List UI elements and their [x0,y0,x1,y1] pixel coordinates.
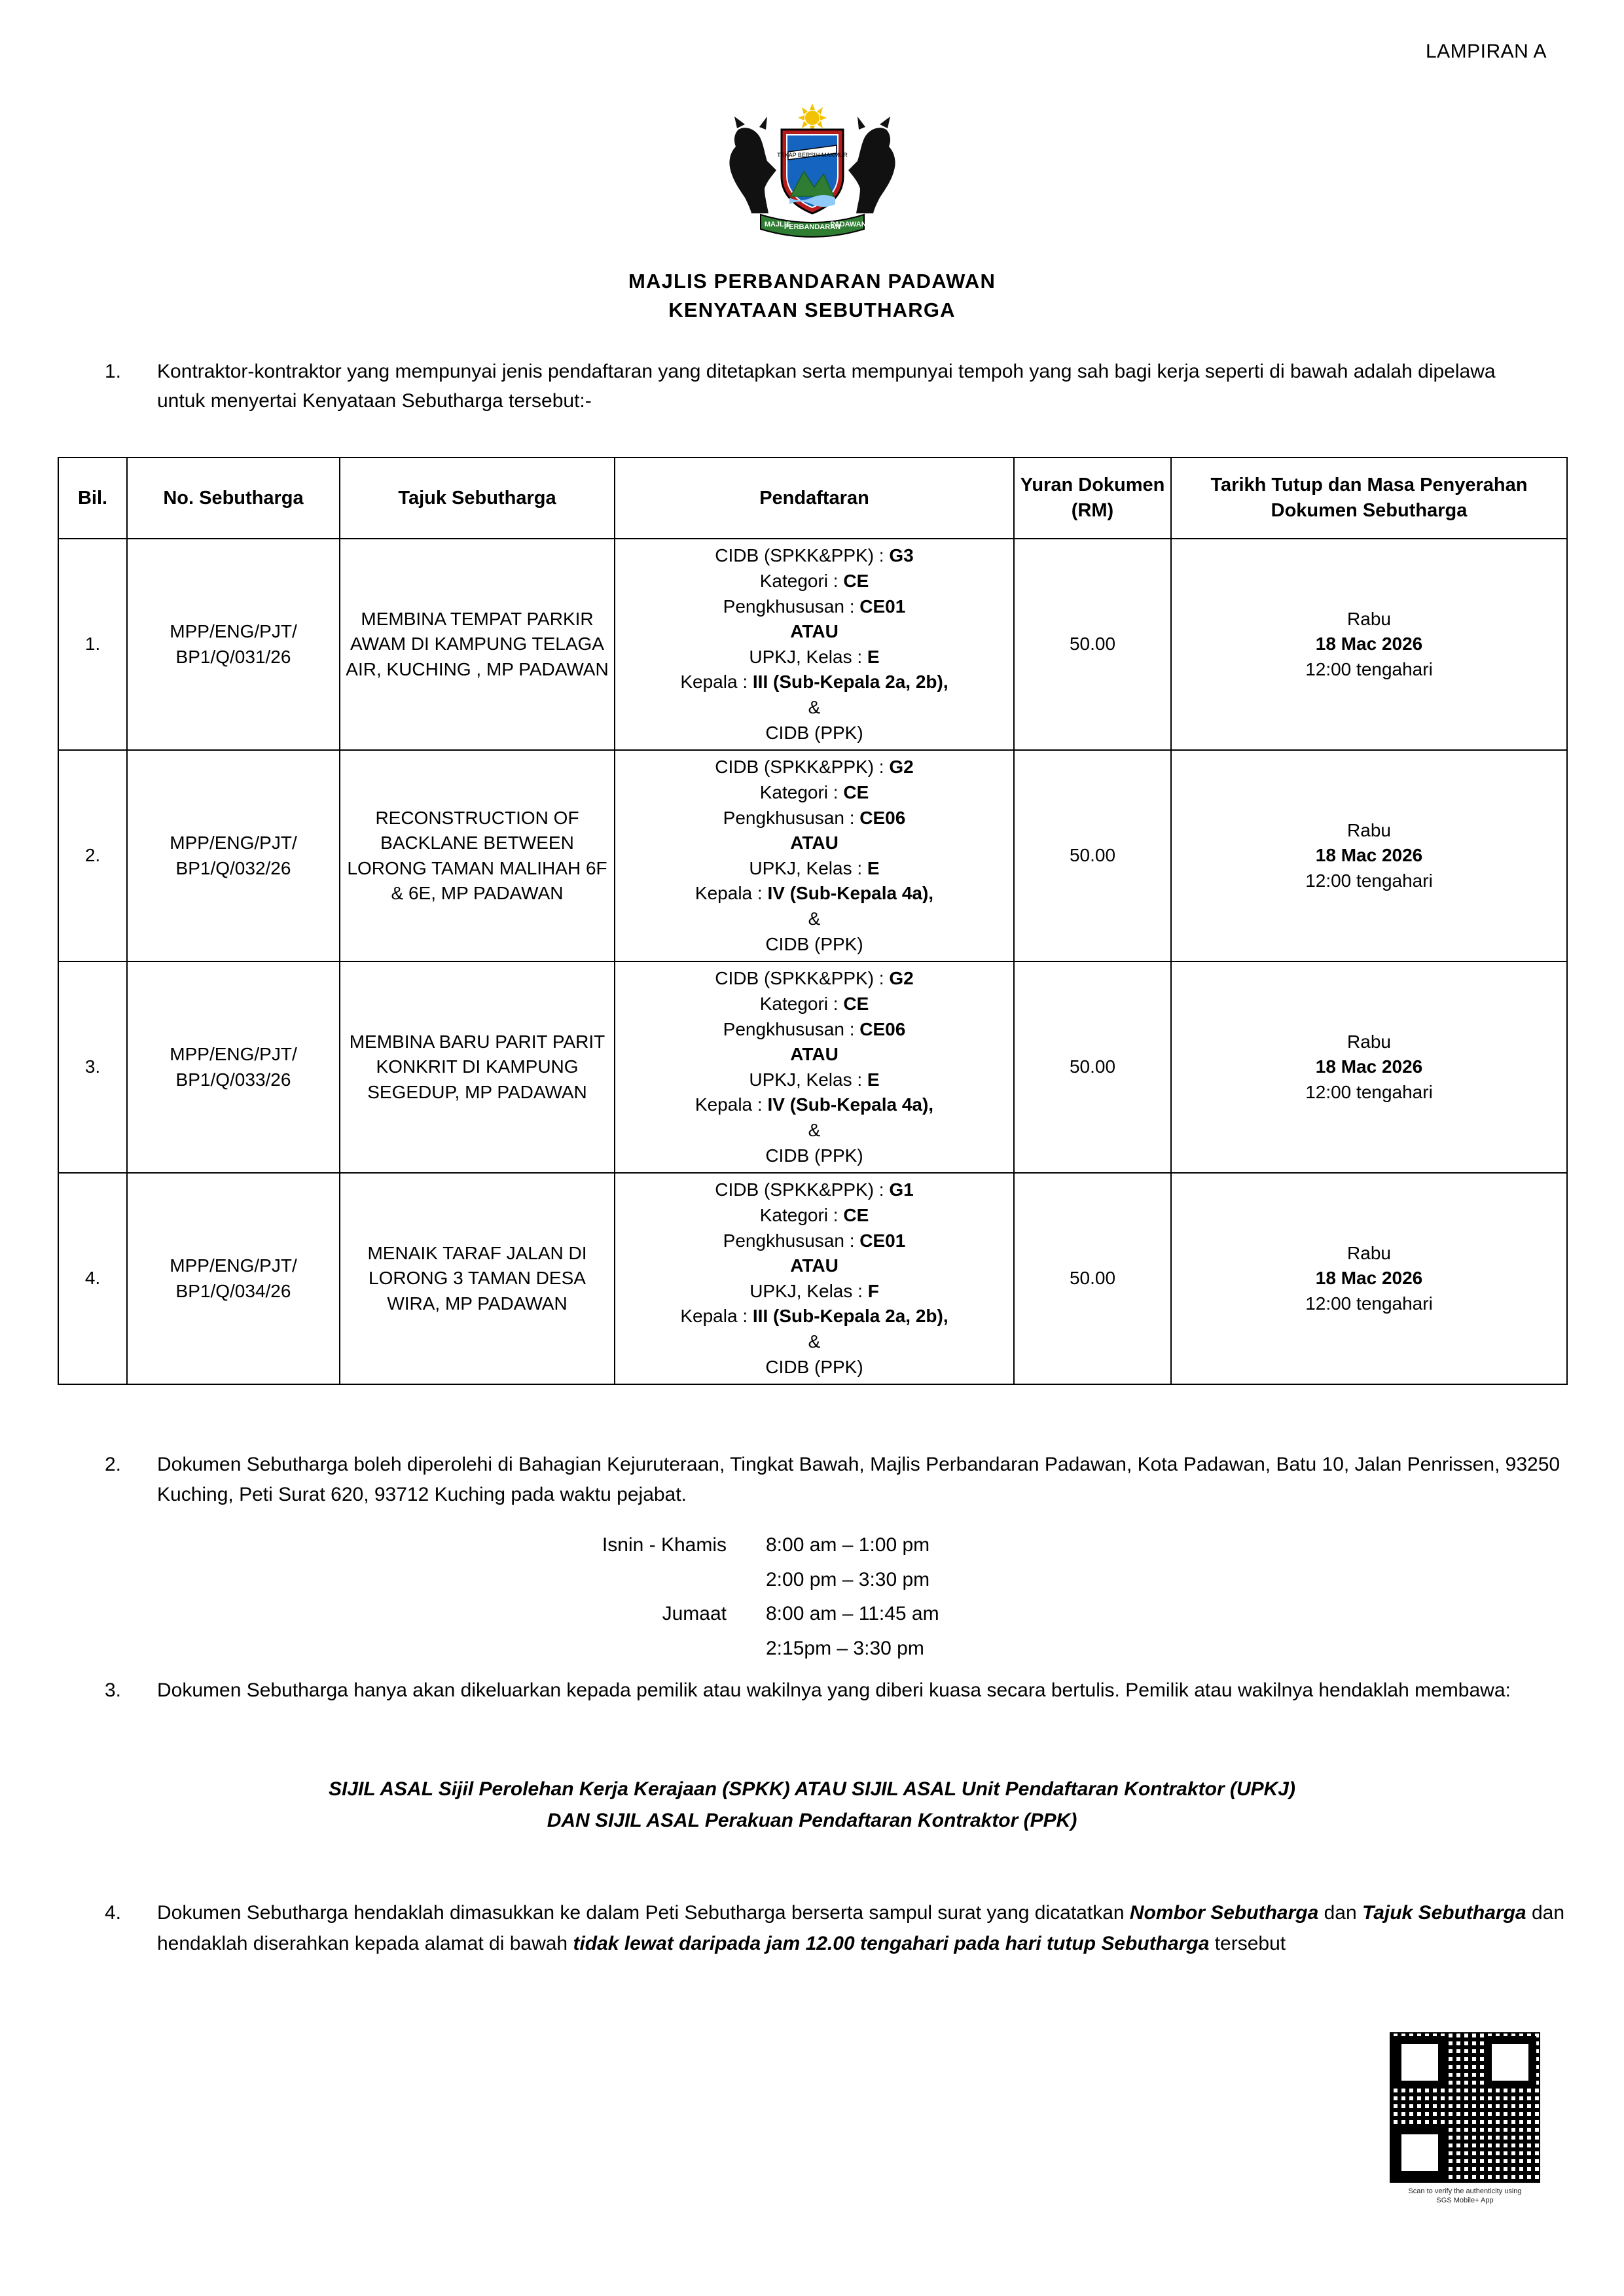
reg-label: CIDB (SPKK&PPK) : [715,1179,890,1200]
section-4 [105,1898,1578,1959]
reg-label: CIDB (SPKK&PPK) : [715,757,890,778]
reg-cidb-ppk: CIDB (PPK) [765,933,863,954]
header-bil: Bil. [58,457,127,539]
tarikh-date: 18 Mac 2026 [1315,845,1423,866]
section-4-emphasis-3: tidak lewat daripada jam 12.00 tengahari pada hari tutup Sebutharga [573,1932,1210,1954]
tarikh-time: 12:00 tengahari [1305,659,1433,680]
certificate-requirements [0,1774,1624,1837]
reg-value: CE01 [859,596,906,617]
cell-yuran: 50.00 [1014,1173,1171,1384]
reg-value: CE [843,993,869,1014]
table-row [58,961,1567,1173]
reg-value: III (Sub-Kepala 2a, 2b), [752,1306,948,1327]
tarikh-date: 18 Mac 2026 [1315,1268,1423,1289]
tarikh-date: 18 Mac 2026 [1315,1056,1423,1077]
section-4-number: 4. [105,1902,122,1924]
reg-value: CE06 [859,1018,906,1039]
cell-yuran: 50.00 [1014,539,1171,750]
cell-yuran: 50.00 [1014,750,1171,961]
qr-caption [1383,2187,1547,2206]
tarikh-day: Rabu [1347,1031,1391,1052]
table-row [58,539,1567,750]
table-header-row [58,457,1567,539]
reg-cidb-ppk: CIDB (PPK) [765,1356,863,1377]
document-type: KENYATAAN SEBUTHARGA [668,298,956,322]
section-4-emphasis-2: Tajuk Sebutharga [1362,1902,1526,1924]
intro-text: Kontraktor-kontraktor yang mempunyai jenis pendaftaran yang ditetapkan serta mempunyai tempoh yang sah bagi kerja seperti di bawah adalah dipelawa untuk menyertai Kenyataan Sebutharga tersebut:- [157,361,1496,412]
svg-text:PADAWAN: PADAWAN [829,221,867,228]
tarikh-day: Rabu [1347,608,1391,629]
header-no-sebutharga: No. Sebutharga [127,457,340,539]
office-hours-row [537,1530,939,1565]
reg-label: Kategori : [759,570,844,591]
cell-tarikh [1171,539,1567,750]
cell-tarikh [1171,961,1567,1173]
reg-value: IV (Sub-Kepala 4a), [767,1094,934,1115]
reg-ampersand: & [808,1331,821,1352]
reg-label: UPKJ, Kelas : [749,857,867,878]
office-hours-value: 2:00 pm – 3:30 pm [766,1568,930,1590]
section-4-part-1: Dokumen Sebutharga hendaklah dimasukkan ke dalam Peti Sebutharga berserta sampul surat yang dicatatkan [157,1902,1130,1924]
reg-value: E [867,1069,880,1090]
cell-bil: 1. [58,539,127,750]
qr-section [1383,2032,1547,2206]
reg-label: UPKJ, Kelas : [749,646,867,667]
qr-caption-line-1: Scan to verify the authenticity using [1408,2187,1522,2195]
crest-container [0,98,1624,252]
office-hours-row [537,1634,939,1668]
reg-atau: ATAU [790,1255,839,1276]
cell-no-sebutharga: MPP/ENG/PJT/ BP1/Q/034/26 [127,1173,340,1384]
cell-bil: 4. [58,1173,127,1384]
reg-value: CE06 [859,807,906,828]
section-4-part-3: dan hendaklah diserahkan kepada alamat di bawah [157,1902,1564,1954]
reg-ampersand: & [808,697,821,718]
tarikh-time: 12:00 tengahari [1305,870,1433,891]
intro-number: 1. [105,361,122,382]
reg-label: Kepala : [680,672,753,692]
reg-value: G2 [889,968,914,989]
svg-text:PERBANDARAN: PERBANDARAN [784,223,840,231]
cell-pendaftaran [615,539,1014,750]
cell-bil: 3. [58,961,127,1173]
reg-label: Kategori : [759,993,844,1014]
qr-corner-marker [1394,2126,1446,2179]
certificate-line-1: SIJIL ASAL Sijil Perolehan Kerja Kerajaan (SPKK) ATAU SIJIL ASAL Unit Pendaftaran Kontraktor (UPKJ) [329,1778,1295,1800]
section-2-text: Dokumen Sebutharga boleh diperolehi di Bahagian Kejuruteraan, Tingkat Bawah, Majlis Perbandaran Padawan, Kota Padawan, Batu 10, Jalan Penrissen, 93250 Kuching, Peti Surat 620, 93712 Kuching pada waktu pejabat. [157,1454,1561,1505]
qr-caption-line-2: SGS Mobile+ App [1436,2197,1494,2205]
reg-atau: ATAU [790,1044,839,1065]
cell-tajuk: MENAIK TARAF JALAN DI LORONG 3 TAMAN DESA WIRA, MP PADAWAN [340,1173,615,1384]
header-tajuk-sebutharga: Tajuk Sebutharga [340,457,615,539]
reg-label: Pengkhususan : [723,807,860,828]
reg-cidb-ppk: CIDB (PPK) [765,1145,863,1166]
reg-value: G1 [889,1179,914,1200]
header-yuran-dokumen: Yuran Dokumen (RM) [1014,457,1171,539]
section-4-part-2: dan [1318,1902,1362,1924]
tarikh-day: Rabu [1347,1242,1391,1263]
tender-table [58,457,1568,1385]
cell-no-sebutharga: MPP/ENG/PJT/ BP1/Q/033/26 [127,961,340,1173]
reg-atau: ATAU [790,833,839,853]
cell-pendaftaran [615,1173,1014,1384]
padawan-council-crest-icon [704,98,920,249]
reg-value: F [867,1280,879,1301]
cell-tajuk: RECONSTRUCTION OF BACKLANE BETWEEN LORONG TAMAN MALIHAH 6F & 6E, MP PADAWAN [340,750,615,961]
reg-value: CE [843,570,869,591]
reg-value: IV (Sub-Kepala 4a), [767,883,934,904]
reg-cidb-ppk: CIDB (PPK) [765,722,863,743]
reg-label: Kepala : [695,1094,768,1115]
office-hours-row [537,1599,939,1634]
cell-tajuk: MEMBINA BARU PARIT PARIT KONKRIT DI KAMPUNG SEGEDUP, MP PADAWAN [340,961,615,1173]
reg-label: UPKJ, Kelas : [749,1069,867,1090]
reg-value: III (Sub-Kepala 2a, 2b), [752,672,948,692]
office-hours-label [537,1565,766,1600]
reg-label: CIDB (SPKK&PPK) : [715,545,890,566]
section-4-emphasis-1: Nombor Sebutharga [1129,1902,1319,1924]
office-hours-label [537,1634,766,1668]
svg-text:MAJLIS: MAJLIS [764,221,791,228]
reg-label: Kategori : [759,1204,844,1225]
reg-label: UPKJ, Kelas : [749,1280,868,1301]
header-pendaftaran: Pendaftaran [615,457,1014,539]
office-hours-label: Jumaat [662,1603,727,1624]
section-3-text: Dokumen Sebutharga hanya akan dikeluarkan kepada pemilik atau wakilnya yang diberi kuasa secara bertulis. Pemilik atau wakilnya hendaklah membawa: [157,1679,1511,1701]
reg-label: CIDB (SPKK&PPK) : [715,968,890,989]
office-hours-row [537,1565,939,1600]
section-3 [105,1676,1564,1706]
cell-tajuk: MEMBINA TEMPAT PARKIR AWAM DI KAMPUNG TELAGA AIR, KUCHING , MP PADAWAN [340,539,615,750]
cell-yuran: 50.00 [1014,961,1171,1173]
reg-value: CE [843,781,869,802]
section-2-number: 2. [105,1454,122,1475]
reg-ampersand: & [808,1120,821,1141]
reg-value: G2 [889,757,914,778]
office-hours-value: 8:00 am – 11:45 am [766,1603,939,1624]
cell-pendaftaran [615,961,1014,1173]
reg-label: Pengkhususan : [723,1018,860,1039]
office-hours-value: 8:00 am – 1:00 pm [766,1534,930,1556]
org-name: MAJLIS PERBANDARAN PADAWAN [628,270,996,293]
cell-bil: 2. [58,750,127,961]
cell-tarikh [1171,1173,1567,1384]
header-tarikh-tutup: Tarikh Tutup dan Masa Penyerahan Dokumen Sebutharga [1171,457,1567,539]
reg-label: Pengkhususan : [723,1230,860,1251]
reg-label: Kategori : [759,781,844,802]
office-hours-value: 2:15pm – 3:30 pm [766,1637,924,1659]
reg-value: E [867,857,880,878]
reg-value: G3 [889,545,914,566]
section-3-number: 3. [105,1679,122,1701]
table-row [58,1173,1567,1384]
reg-value: CE [843,1204,869,1225]
cell-tarikh [1171,750,1567,961]
reg-value: CE01 [859,1230,906,1251]
section-4-text [157,1898,1578,1959]
intro-paragraph [105,357,1545,416]
tarikh-date: 18 Mac 2026 [1315,634,1423,655]
section-2 [105,1450,1564,1509]
lampiran-label: LAMPIRAN A [1425,41,1547,62]
office-hours [537,1530,939,1668]
reg-ampersand: & [808,908,821,929]
tarikh-time: 12:00 tengahari [1305,1082,1433,1103]
reg-label: Kepala : [680,1306,753,1327]
organisation-title [0,267,1624,325]
cell-no-sebutharga: MPP/ENG/PJT/ BP1/Q/031/26 [127,539,340,750]
reg-atau: ATAU [790,621,839,642]
qr-code-icon [1390,2032,1540,2183]
office-hours-label: Isnin - Khamis [602,1534,727,1556]
certificate-line-2: DAN SIJIL ASAL Perakuan Pendaftaran Kontraktor (PPK) [547,1810,1077,1831]
section-4-part-4: tersebut [1209,1932,1286,1954]
cell-pendaftaran [615,750,1014,961]
svg-text:TEKAP BERSIH MAKMUR: TEKAP BERSIH MAKMUR [776,152,848,158]
tarikh-time: 12:00 tengahari [1305,1293,1433,1314]
reg-label: Kepala : [695,883,768,904]
reg-label: Pengkhususan : [723,596,860,617]
reg-value: E [867,646,880,667]
tarikh-day: Rabu [1347,819,1391,840]
table-row [58,750,1567,961]
cell-no-sebutharga: MPP/ENG/PJT/ BP1/Q/032/26 [127,750,340,961]
